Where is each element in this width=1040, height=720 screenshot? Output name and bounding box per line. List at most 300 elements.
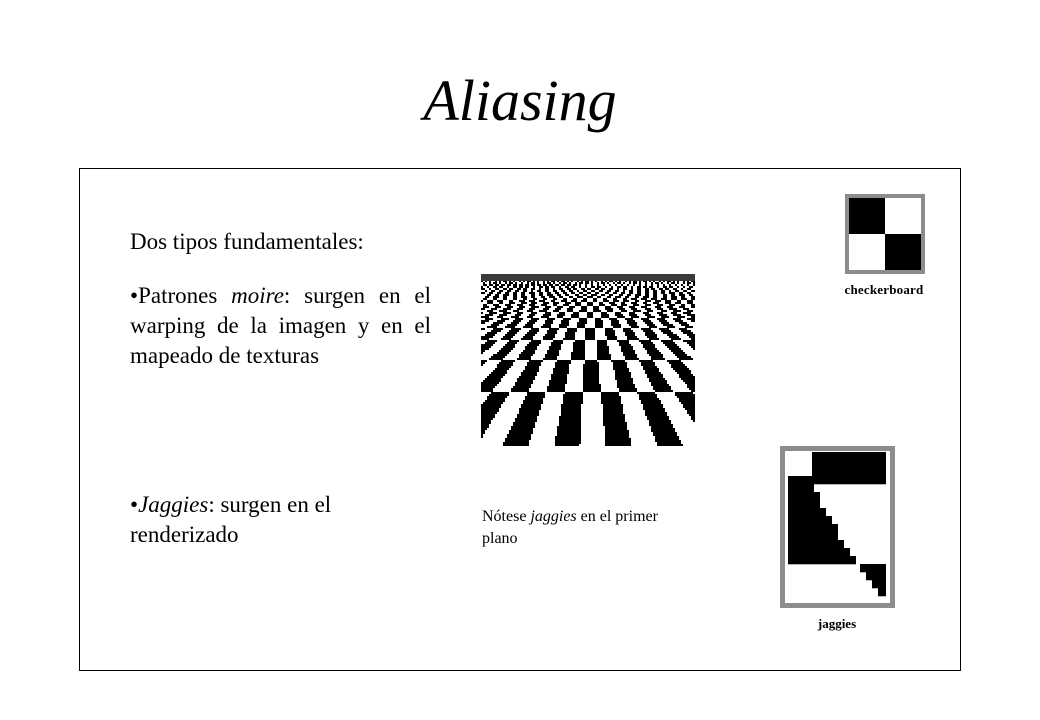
perspective-checker-cell (521, 292, 525, 294)
perspective-checker-cell (569, 306, 575, 308)
perspective-checker-cell (683, 290, 687, 292)
perspective-checker-cell (551, 344, 561, 346)
perspective-checker-cell (571, 314, 579, 316)
perspective-checker-cell (579, 318, 587, 320)
perspective-checker-cell (575, 302, 581, 304)
perspective-checker-cell (581, 288, 585, 290)
perspective-checker-cell (577, 290, 579, 292)
perspective-checker-cell (599, 290, 603, 292)
perspective-checker-cell (585, 336, 595, 338)
perspective-checker-cell (513, 422, 535, 424)
perspective-checker-cell (645, 334, 657, 336)
perspective-checker-cell (687, 282, 691, 284)
perspective-checker-cell (623, 328, 631, 330)
perspective-checker-cell (657, 284, 659, 286)
perspective-checker-cell (543, 336, 555, 338)
perspective-checker-cell (659, 328, 669, 330)
perspective-checker-cell (481, 430, 485, 432)
perspective-checker-cell (561, 404, 581, 406)
perspective-checker-cell (625, 334, 635, 336)
perspective-checker-cell (591, 282, 593, 284)
perspective-checker-cell (675, 320, 683, 322)
perspective-checker-cell (493, 298, 497, 300)
perspective-checker-cell (481, 352, 483, 354)
perspective-checker-cell (605, 286, 607, 288)
perspective-checker-cell (659, 314, 667, 316)
perspective-checker-cell (549, 284, 553, 286)
perspective-checker-cell (485, 334, 495, 336)
perspective-checker-cell (595, 288, 599, 290)
perspective-checker-cell (491, 372, 507, 374)
perspective-checker-cell (679, 400, 695, 402)
perspective-checker-cell (631, 308, 637, 310)
perspective-checker-cell (585, 328, 595, 330)
perspective-checker-cell (543, 298, 547, 300)
perspective-checker-cell (521, 374, 537, 376)
perspective-checker-cell (539, 292, 543, 294)
perspective-checker-cell (485, 296, 489, 298)
perspective-checker-cell (633, 284, 635, 286)
perspective-checker-cell (685, 408, 695, 410)
perspective-checker-cell (645, 332, 655, 334)
perspective-checker-cell (643, 344, 655, 346)
perspective-checker-cell (631, 316, 639, 318)
perspective-checker-cell (605, 334, 615, 336)
perspective-checker-cell (691, 320, 695, 322)
perspective-checker-cell (563, 282, 567, 284)
perspective-checker-cell (671, 282, 675, 284)
perspective-checker-cell (661, 282, 663, 284)
perspective-checker-cell (497, 364, 513, 366)
perspective-checker-cell (515, 318, 523, 320)
perspective-checker-cell (561, 300, 567, 302)
perspective-checker-cell (493, 322, 503, 324)
jaggies-pixel-row (812, 452, 886, 460)
perspective-checker-cell (687, 334, 695, 336)
perspective-checker-cell (527, 392, 545, 394)
perspective-checker-cell (647, 374, 663, 376)
perspective-checker-cell (687, 384, 695, 386)
perspective-checker-cells (481, 274, 695, 446)
perspective-checker-cell (675, 354, 687, 356)
perspective-checker-cell (667, 282, 669, 284)
perspective-checker-cell (579, 310, 587, 312)
perspective-checker-cell (481, 336, 493, 338)
perspective-checker-cell (519, 412, 539, 414)
perspective-checker-cell (665, 344, 677, 346)
perspective-checker-cell (487, 396, 507, 398)
perspective-checker-cell (611, 322, 619, 324)
perspective-checker-cell (527, 332, 537, 334)
perspective-checker-cell (651, 426, 673, 428)
perspective-checker-cell (651, 288, 655, 290)
jaggies-pixel-row (860, 564, 886, 572)
perspective-checker-cell (573, 298, 577, 300)
perspective-checker-cell (573, 284, 577, 286)
perspective-checker-cell (581, 308, 587, 310)
perspective-checker-cell (545, 288, 549, 290)
perspective-checker-cell (505, 292, 509, 294)
perspective-checker-cell (691, 298, 695, 300)
perspective-checker-cell (671, 364, 685, 366)
perspective-checker-cell (641, 362, 655, 364)
perspective-checker-cell (583, 386, 601, 388)
perspective-checker-cell (679, 294, 685, 296)
perspective-checker-cell (653, 302, 659, 304)
perspective-checker-cell (615, 290, 619, 292)
perspective-checker-cell (607, 338, 617, 340)
perspective-checker-cell (651, 382, 667, 384)
perspective-checker-cell (513, 298, 517, 300)
perspective-checker-cell (663, 294, 667, 296)
perspective-checker-cell (673, 368, 689, 370)
perspective-checker-cell (609, 294, 613, 296)
perspective-checker-cell (505, 344, 515, 346)
perspective-checker-cell (631, 288, 633, 290)
perspective-checker-cell (529, 360, 543, 362)
perspective-checker-cell (657, 308, 663, 310)
perspective-checker-cell (563, 318, 571, 320)
perspective-checker-cell (565, 294, 569, 296)
perspective-checker-cell (487, 302, 493, 304)
perspective-checker-cell (605, 428, 627, 430)
perspective-checker-cell (649, 380, 667, 382)
perspective-checker-cell (505, 326, 515, 328)
perspective-checker-cell (531, 328, 539, 330)
perspective-checker-cell (605, 436, 629, 438)
perspective-checker-cell (537, 290, 541, 292)
perspective-checker-cell (643, 296, 649, 298)
perspective-checker-cell (621, 302, 625, 304)
perspective-checker-cell (577, 322, 587, 324)
perspective-checker-cell (565, 336, 575, 338)
perspective-checker-cell (557, 434, 581, 436)
perspective-checker-cell (559, 420, 581, 422)
perspective-checker-cell (691, 346, 695, 348)
perspective-checker-cell (553, 304, 557, 306)
perspective-checker-cell (691, 416, 695, 418)
perspective-checker-cell (503, 346, 515, 348)
perspective-checker-cell (515, 420, 537, 422)
perspective-checker-cell (617, 316, 625, 318)
perspective-checker-cell (661, 292, 665, 294)
perspective-checker-cell (613, 282, 615, 284)
perspective-checker-cell (545, 334, 555, 336)
perspective-checker-cell (651, 430, 675, 432)
perspective-checker-cell (597, 358, 611, 360)
perspective-checker-cell (629, 290, 633, 292)
perspective-checker-cell (619, 308, 625, 310)
perspective-checker-cell (513, 296, 517, 298)
perspective-checker-cell (513, 284, 517, 286)
perspective-checker-cell (547, 390, 565, 392)
perspective-checker-cell (557, 294, 561, 296)
perspective-checker-cell (645, 410, 665, 412)
perspective-checker-cell (557, 314, 565, 316)
perspective-checker-cell (587, 316, 593, 318)
perspective-checker-cell (661, 290, 665, 292)
perspective-checker-cell (497, 316, 503, 318)
perspective-checker-cell (643, 312, 649, 314)
perspective-checker-cell (491, 356, 505, 358)
perspective-checker-cell (651, 284, 653, 286)
perspective-checker-cell (677, 286, 679, 288)
perspective-checker-cell (603, 284, 605, 286)
perspective-checker-cell (685, 326, 693, 328)
perspective-checker-cell (605, 434, 629, 436)
perspective-checker-cell (551, 342, 563, 344)
perspective-checker-cell (597, 284, 599, 286)
perspective-checker-cell (539, 310, 547, 312)
perspective-checker-cell (625, 318, 633, 320)
perspective-checker-cell (481, 418, 493, 420)
perspective-checker-cell (659, 288, 663, 290)
perspective-checker-cell (525, 324, 533, 326)
perspective-checker-cell (493, 328, 503, 330)
perspective-checker-cell (489, 312, 497, 314)
perspective-checker-cell (559, 286, 561, 288)
perspective-checker-cell (619, 344, 631, 346)
perspective-checker-cell (635, 300, 639, 302)
perspective-checker-cell (645, 372, 661, 374)
perspective-checker-cell (643, 346, 655, 348)
perspective-checker-cell (599, 302, 603, 304)
perspective-checker-cell (557, 428, 581, 430)
perspective-checker-cell (615, 296, 621, 298)
perspective-checker-cell (683, 312, 691, 314)
perspective-checker-cell (667, 306, 673, 308)
perspective-checker-cell (647, 418, 669, 420)
perspective-checker-cell (641, 400, 661, 402)
perspective-checker-cell (595, 324, 603, 326)
perspective-checker-cell (553, 298, 557, 300)
perspective-checker-cell (481, 360, 487, 362)
perspective-checker-cell (531, 284, 535, 286)
perspective-checker-cell (505, 440, 529, 442)
perspective-checker-cell (601, 294, 605, 296)
perspective-checker-cell (601, 288, 605, 290)
perspective-checker-cell (547, 282, 551, 284)
perspective-checker-cell (683, 286, 685, 288)
perspective-checker-cell (531, 290, 533, 292)
perspective-checker-cell (525, 286, 529, 288)
perspective-checker-cell (481, 410, 499, 412)
perspective-checker-cell (481, 406, 501, 408)
perspective-checker-cell (519, 408, 541, 410)
checkerboard-svg (845, 194, 925, 274)
perspective-checker-cell (481, 424, 489, 426)
perspective-checker-cell (521, 338, 533, 340)
perspective-checker-cell (585, 338, 595, 340)
perspective-checker-cell (517, 378, 535, 380)
perspective-checker-cell (507, 342, 517, 344)
perspective-checker-cell (609, 318, 617, 320)
perspective-checker-cell (651, 356, 663, 358)
perspective-checker-cell (557, 432, 581, 434)
perspective-checker-cell (629, 306, 635, 308)
perspective-checker-cell (689, 414, 695, 416)
perspective-checker-cell (645, 284, 647, 286)
perspective-checker-cell (503, 296, 507, 298)
jaggies-pixel-row (872, 580, 886, 588)
perspective-checker-cell (649, 378, 665, 380)
perspective-checker-cell (483, 284, 487, 286)
perspective-checker-cell (679, 358, 693, 360)
perspective-checker-cell (597, 346, 609, 348)
perspective-checkerboard-image (481, 274, 695, 446)
perspective-checker-cell (517, 414, 539, 416)
perspective-checker-cell (623, 282, 625, 284)
perspective-checker-cell (555, 292, 559, 294)
perspective-checker-cell (483, 306, 489, 308)
perspective-checker-cell (681, 324, 689, 326)
perspective-checker-cell (521, 294, 525, 296)
perspective-checker-cell (561, 408, 581, 410)
perspective-checker-cell (679, 376, 695, 378)
perspective-checker-cell (609, 302, 615, 304)
perspective-checker-cell (521, 282, 523, 284)
perspective-checker-cell (603, 298, 607, 300)
perspective-checker-cell (621, 346, 633, 348)
perspective-checker-cell (583, 364, 599, 366)
perspective-checker-cell (637, 288, 641, 290)
perspective-checker-cell (481, 388, 493, 390)
perspective-checker-cell (509, 302, 515, 304)
perspective-checker-cell (601, 400, 621, 402)
perspective-checker-cell (629, 324, 637, 326)
perspective-checker-cell (583, 290, 587, 292)
perspective-checker-cell (639, 284, 641, 286)
perspective-checker-cell (679, 306, 685, 308)
perspective-checker-cell (637, 292, 641, 294)
perspective-checker-cell (691, 290, 695, 292)
perspective-checker-cell (481, 426, 489, 428)
perspective-checker-cell (603, 414, 625, 416)
perspective-checker-cell (689, 286, 693, 288)
perspective-checker-cell (661, 330, 671, 332)
perspective-checker-cell (583, 388, 601, 390)
perspective-checker-cell (693, 284, 695, 286)
jaggies-pixel-row (788, 548, 850, 556)
perspective-checker-cell (615, 374, 631, 376)
perspective-checker-cell (647, 350, 659, 352)
perspective-checker-cell (683, 332, 693, 334)
perspective-checker-cell (641, 306, 647, 308)
perspective-checker-cell (555, 440, 581, 442)
perspective-checker-cell (591, 290, 595, 292)
perspective-checker-cell (677, 372, 691, 374)
jaggies-pixel-row (812, 468, 886, 476)
perspective-checker-cell (673, 318, 681, 320)
perspective-checker-cell (623, 290, 625, 292)
perspective-checker-cell (601, 282, 605, 284)
perspective-checker-cell (563, 298, 567, 300)
perspective-checker-cell (595, 326, 603, 328)
perspective-checker-cell (653, 294, 657, 296)
perspective-checker-cell (579, 284, 581, 286)
perspective-checker-cell (593, 310, 601, 312)
perspective-checker-cell (483, 402, 503, 404)
perspective-checker-cell (569, 290, 573, 292)
perspective-checker-cell (601, 392, 619, 394)
checkerboard-image (845, 194, 925, 274)
perspective-checker-cell (523, 350, 535, 352)
perspective-checker-cell (543, 324, 551, 326)
perspective-checker-cell (669, 362, 683, 364)
perspective-checker-cell (621, 310, 627, 312)
perspective-checker-cell (643, 366, 657, 368)
perspective-checker-cell (617, 306, 623, 308)
perspective-checker-cell (651, 298, 657, 300)
perspective-checker-cell (615, 378, 633, 380)
perspective-checker-cell (587, 302, 593, 304)
perspective-checker-cell (485, 290, 487, 292)
perspective-checker-cell (509, 340, 519, 342)
perspective-checker-cell (667, 334, 677, 336)
perspective-checker-cell (487, 286, 489, 288)
perspective-checker-cell (639, 396, 657, 398)
perspective-checker-cell (503, 442, 529, 444)
perspective-checker-cell (613, 362, 627, 364)
perspective-checker-cell (557, 306, 563, 308)
perspective-checker-cell (687, 314, 695, 316)
perspective-checker-cell (573, 312, 579, 314)
perspective-checker-cell (501, 348, 513, 350)
perspective-checker-cell (649, 326, 657, 328)
perspective-checker-cell (559, 422, 581, 424)
perspective-checker-cell (493, 354, 507, 356)
perspective-checker-cell (489, 394, 509, 396)
perspective-checker-cell (547, 318, 555, 320)
perspective-checker-cell (557, 360, 571, 362)
perspective-checker-cell (499, 362, 513, 364)
perspective-checker-cell (563, 338, 575, 340)
perspective-checker-cell (513, 424, 535, 426)
perspective-checker-cell (641, 342, 653, 344)
perspective-checker-cell (631, 326, 639, 328)
perspective-checker-cell (501, 284, 505, 286)
perspective-checker-cell (645, 308, 651, 310)
perspective-checker-cell (689, 344, 695, 346)
perspective-checker-cell (623, 300, 629, 302)
perspective-checker-cell (499, 314, 507, 316)
perspective-checker-cell (605, 308, 613, 310)
perspective-checker-cell (669, 286, 673, 288)
perspective-checker-cell (555, 366, 569, 368)
perspective-checker-cell (627, 338, 639, 340)
perspective-checker-cell (675, 394, 695, 396)
perspective-checker-cell (617, 380, 633, 382)
perspective-checker-cell (517, 380, 533, 382)
perspective-checker-cell (655, 440, 681, 442)
perspective-checker-cell (545, 322, 553, 324)
intro-text: Dos tipos fundamentales: (130, 229, 364, 254)
perspective-checker-cell (537, 282, 539, 284)
perspective-checker-cell (527, 394, 545, 396)
perspective-checker-cell (577, 326, 585, 328)
perspective-checker-cell (517, 416, 537, 418)
perspective-checker-cell (521, 372, 537, 374)
perspective-checker-cell (575, 294, 579, 296)
perspective-checker-cell (595, 292, 599, 294)
perspective-checker-cell (563, 396, 583, 398)
perspective-checker-cell (615, 284, 617, 286)
perspective-checker-cell (651, 282, 653, 284)
perspective-checker-cell (481, 320, 489, 322)
perspective-checker-cell (605, 438, 631, 440)
perspective-checker-cell (563, 400, 583, 402)
perspective-checker-cell (487, 376, 503, 378)
